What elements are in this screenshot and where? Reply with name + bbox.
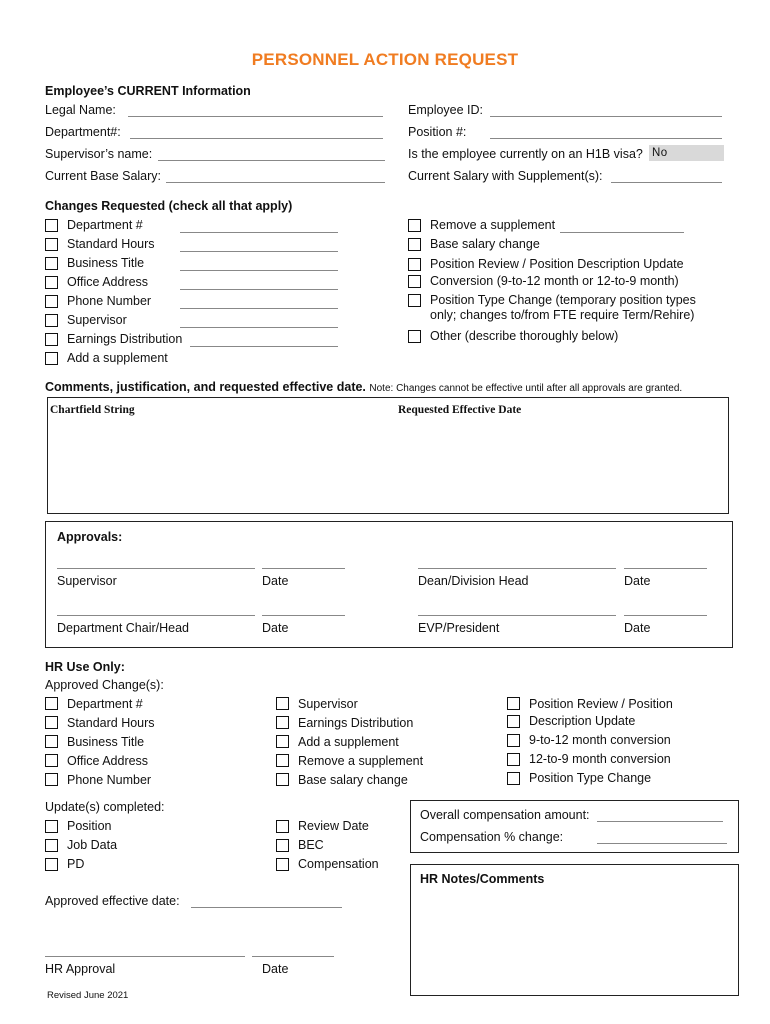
date-label: Date (624, 574, 651, 588)
salary-supplement-field[interactable] (611, 182, 722, 183)
change-checkbox[interactable] (45, 257, 58, 270)
hr-change-checkbox[interactable] (276, 754, 289, 767)
supervisor-date-line[interactable] (262, 568, 345, 569)
change-checkbox[interactable] (45, 295, 58, 308)
change-field[interactable] (180, 289, 338, 290)
hr-change-checkbox[interactable] (45, 697, 58, 710)
hr-approval-sign-line[interactable] (45, 956, 245, 957)
hr-change-label: Add a supplement (298, 735, 399, 749)
update-label: Compensation (298, 857, 379, 871)
change-checkbox[interactable] (45, 276, 58, 289)
hr-change-label: Remove a supplement (298, 754, 424, 768)
update-label: Job Data (67, 838, 118, 852)
change-checkbox[interactable] (408, 330, 421, 343)
hr-change-label: Standard Hours (67, 716, 155, 730)
supervisor-name-label: Supervisor’s name: (45, 147, 153, 161)
approved-changes-label: Approved Change(s): (45, 678, 164, 692)
hr-change-checkbox[interactable] (507, 715, 520, 728)
salary-supplement-label: Current Salary with Supplement(s): (408, 169, 603, 183)
comp-change-field[interactable] (597, 843, 727, 844)
hr-change-checkbox[interactable] (507, 697, 520, 710)
base-salary-field[interactable] (166, 182, 385, 183)
hr-change-checkbox[interactable] (45, 773, 58, 786)
change-label: Earnings Distribution (67, 332, 183, 346)
employee-id-label: Employee ID: (408, 103, 484, 117)
chair-sign-line[interactable] (57, 615, 255, 616)
hr-approval-date-line[interactable] (252, 956, 334, 957)
dean-label: Dean/Division Head (418, 574, 529, 588)
update-checkbox[interactable] (276, 820, 289, 833)
comments-note: Note: Changes cannot be effective until after all approvals are granted. (369, 383, 683, 394)
change-field[interactable] (180, 327, 338, 328)
change-label: Phone Number (67, 294, 152, 308)
dean-date-line[interactable] (624, 568, 707, 569)
effective-date-label: Requested Effective Date (398, 404, 522, 416)
overall-comp-field[interactable] (597, 821, 723, 822)
hr-change-label: 9-to-12 month conversion (529, 733, 671, 747)
change-field[interactable] (180, 232, 338, 233)
approvals-heading: Approvals: (57, 530, 123, 544)
hr-date-label: Date (262, 962, 289, 976)
change-checkbox[interactable] (408, 294, 421, 307)
hr-change-label: Base salary change (298, 773, 408, 787)
update-label: PD (67, 857, 85, 871)
change-label: Department # (67, 218, 143, 232)
change-checkbox[interactable] (408, 238, 421, 251)
change-checkbox[interactable] (45, 314, 58, 327)
chair-date-line[interactable] (262, 615, 345, 616)
hr-change-checkbox[interactable] (507, 734, 520, 747)
change-label: Position Type Change (temporary position types (430, 293, 696, 307)
supervisor-label: Supervisor (57, 574, 117, 588)
supervisor-sign-line[interactable] (57, 568, 255, 569)
date-label: Date (262, 621, 289, 635)
change-label: Position Review / Position Description Update (430, 257, 684, 271)
comments-heading-text: Comments, justification, and requested effective date. (45, 380, 366, 394)
update-label: Review Date (298, 819, 369, 833)
hr-change-label: Office Address (67, 754, 149, 768)
approved-effective-date-field[interactable] (191, 907, 342, 908)
change-label: Remove a supplement (430, 218, 556, 232)
hr-change-label: Position Review / Position (529, 697, 673, 711)
position-field[interactable] (490, 138, 722, 139)
department-label: Department#: (45, 125, 121, 139)
h1b-select[interactable]: No (649, 145, 724, 161)
evp-sign-line[interactable] (418, 615, 616, 616)
legal-name-label: Legal Name: (45, 103, 116, 117)
change-checkbox[interactable] (45, 238, 58, 251)
base-salary-label: Current Base Salary: (45, 169, 162, 183)
hr-approval-label: HR Approval (45, 962, 116, 976)
change-label: Supervisor (67, 313, 127, 327)
change-label-continued: only; changes to/from FTE require Term/Rehire) (430, 308, 695, 322)
change-label: Conversion (9-to-12 month or 12-to-9 month) (430, 274, 679, 288)
revision-note: Revised June 2021 (47, 990, 129, 1001)
change-checkbox[interactable] (408, 219, 421, 232)
date-label: Date (262, 574, 289, 588)
hr-change-checkbox[interactable] (45, 754, 58, 767)
update-label: Position (67, 819, 112, 833)
updates-completed-label: Update(s) completed: (45, 800, 165, 814)
hr-change-checkbox[interactable] (507, 772, 520, 785)
hr-change-checkbox[interactable] (276, 697, 289, 710)
comp-change-label: Compensation % change: (420, 830, 564, 844)
hr-change-label: Supervisor (298, 697, 358, 711)
hr-change-checkbox[interactable] (276, 735, 289, 748)
hr-change-checkbox[interactable] (45, 735, 58, 748)
approved-effective-date-label: Approved effective date: (45, 894, 180, 908)
update-checkbox[interactable] (45, 839, 58, 852)
change-field[interactable] (180, 270, 338, 271)
change-label: Business Title (67, 256, 145, 270)
employee-id-field[interactable] (490, 116, 722, 117)
hr-change-checkbox[interactable] (276, 716, 289, 729)
department-field[interactable] (130, 138, 383, 139)
hr-change-label: Business Title (67, 735, 145, 749)
hr-notes-label: HR Notes/Comments (420, 872, 545, 886)
change-field[interactable] (180, 308, 338, 309)
change-label: Standard Hours (67, 237, 155, 251)
change-checkbox[interactable] (45, 352, 58, 365)
chartfield-label: Chartfield String (50, 404, 135, 416)
hr-change-label: Description Update (529, 714, 636, 728)
overall-comp-label: Overall compensation amount: (420, 808, 590, 822)
supervisor-name-field[interactable] (158, 160, 385, 161)
evp-date-line[interactable] (624, 615, 707, 616)
hr-change-label: Earnings Distribution (298, 716, 414, 730)
change-field[interactable] (190, 346, 338, 347)
update-checkbox[interactable] (45, 820, 58, 833)
comments-box[interactable] (47, 397, 729, 514)
comments-heading (45, 380, 682, 394)
change-checkbox[interactable] (408, 275, 421, 288)
change-field[interactable] (180, 251, 338, 252)
hr-change-label: Department # (67, 697, 143, 711)
hr-change-label: Position Type Change (529, 771, 652, 785)
update-label: BEC (298, 838, 324, 852)
hr-heading: HR Use Only: (45, 660, 125, 674)
page-title: PERSONNEL ACTION REQUEST (251, 50, 519, 69)
change-label: Other (describe thoroughly below) (430, 329, 619, 343)
hr-change-checkbox[interactable] (276, 773, 289, 786)
update-checkbox[interactable] (276, 858, 289, 871)
legal-name-field[interactable] (128, 116, 383, 117)
date-label: Date (624, 621, 651, 635)
change-checkbox[interactable] (408, 258, 421, 271)
change-label: Office Address (67, 275, 149, 289)
hr-change-label: 12-to-9 month conversion (529, 752, 671, 766)
change-label: Base salary change (430, 237, 540, 251)
position-label: Position #: (408, 125, 467, 139)
update-checkbox[interactable] (45, 858, 58, 871)
changes-heading: Changes Requested (check all that apply) (45, 199, 293, 213)
hr-change-label: Phone Number (67, 773, 152, 787)
h1b-question-label: Is the employee currently on an H1B visa? (408, 147, 643, 161)
chair-label: Department Chair/Head (57, 621, 190, 635)
update-checkbox[interactable] (276, 839, 289, 852)
current-info-heading: Employee’s CURRENT Information (45, 84, 251, 98)
change-checkbox[interactable] (45, 219, 58, 232)
evp-label: EVP/President (418, 621, 500, 635)
change-label: Add a supplement (67, 351, 168, 365)
dean-sign-line[interactable] (418, 568, 616, 569)
change-field[interactable] (560, 232, 684, 233)
change-checkbox[interactable] (45, 333, 58, 346)
hr-change-checkbox[interactable] (507, 753, 520, 766)
hr-change-checkbox[interactable] (45, 716, 58, 729)
